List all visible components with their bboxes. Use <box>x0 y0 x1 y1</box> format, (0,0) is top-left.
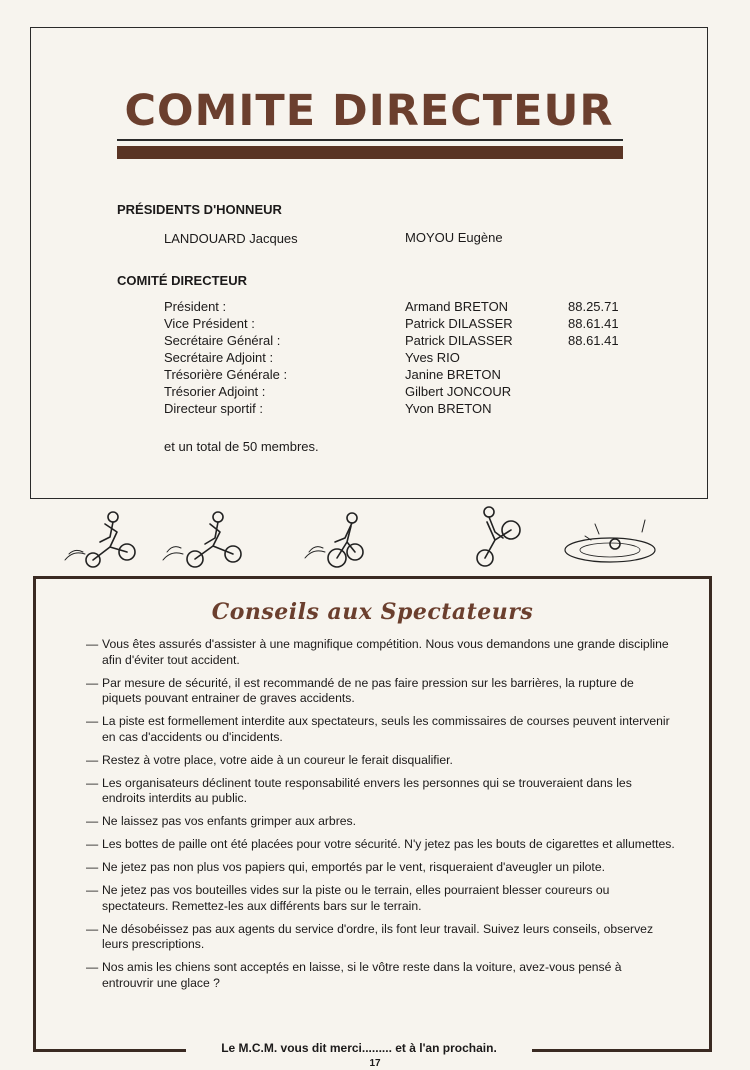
board-heading: COMITÉ DIRECTEUR <box>117 273 247 288</box>
member-role: Trésorière Générale : <box>164 367 288 382</box>
advice-item: — Vous êtes assurés d'assister à une magnifique compétition. Nous vous demandons une grande discipline afin d'éviter tout accident. <box>86 637 669 667</box>
title-rule-thin <box>117 139 623 141</box>
advice-item: — Par mesure de sécurité, il est recommandé de ne pas faire pression sur les barrières, la rupture de piquets pouvant entrainer de graves accidents. <box>86 675 634 705</box>
member-phone: 88.61.41 <box>568 333 619 348</box>
dash-bullet: — <box>86 883 99 897</box>
committee-box <box>30 27 708 499</box>
dash-bullet: — <box>86 775 99 790</box>
dash-bullet: — <box>86 860 99 874</box>
honorary-president-1: LANDOUARD Jacques <box>164 231 298 246</box>
rider-icon <box>163 512 241 567</box>
advice-item: — Les organisateurs déclinent toute responsabilité envers les personnes qui se trouveraient dans les endroits interdits au public. <box>86 775 632 805</box>
advice-list <box>86 637 676 999</box>
dash-bullet: — <box>86 814 99 828</box>
member-role: Président : <box>164 299 227 314</box>
advice-item: — Ne jetez pas vos bouteilles vides sur la piste ou le terrain, elles pourraient blesser coureurs ou spectateurs. Remettez-les aux différents bars sur le terrain. <box>86 883 610 913</box>
honorary-heading: PRÉSIDENTS D'HONNEUR <box>117 202 282 217</box>
advice-item: — Ne laissez pas vos enfants grimper aux arbres. <box>86 814 357 828</box>
member-role: Secrétaire Adjoint : <box>164 350 274 365</box>
dash-bullet: — <box>86 960 99 974</box>
dash-bullet: — <box>86 637 99 651</box>
member-phone: 88.25.71 <box>568 299 619 314</box>
dash-bullet: — <box>86 837 99 851</box>
member-phone: 88.61.41 <box>568 316 619 331</box>
dash-bullet: — <box>86 675 99 690</box>
member-role: Secrétaire Général : <box>164 333 281 348</box>
closing-message: Le M.C.M. vous dit merci......... et à l'an prochain. <box>186 1041 532 1055</box>
page-number: 17 <box>369 1058 381 1069</box>
member-name: Yves RIO <box>405 350 460 365</box>
dash-bullet: — <box>86 921 99 936</box>
total-members-note: et un total de 50 membres. <box>164 439 319 454</box>
member-role: Directeur sportif : <box>164 401 263 416</box>
member-names <box>405 298 513 417</box>
member-roles <box>164 298 287 417</box>
member-name: Gilbert JONCOUR <box>405 384 512 399</box>
member-name: Patrick DILASSER <box>405 316 513 331</box>
motocross-riders-illustration <box>55 502 695 574</box>
member-role: Trésorier Adjoint : <box>164 384 266 399</box>
advice-item: — Ne désobéissez pas aux agents du service d'ordre, ils font leur travail. Suivez leurs conseils, observez leurs prescriptions. <box>86 921 654 951</box>
advice-item: — Ne jetez pas non plus vos papiers qui, emportés par le vent, risqueraient d'aveugler un pilote. <box>86 860 605 874</box>
page-title: COMITE DIRECTEUR <box>124 86 614 136</box>
honorary-president-2: MOYOU Eugène <box>405 230 503 245</box>
member-name: Yvon BRETON <box>405 401 492 416</box>
member-role: Vice Président : <box>164 316 255 331</box>
advice-item: — Restez à votre place, votre aide à un coureur le ferait disqualifier. <box>86 752 453 767</box>
dash-bullet: — <box>86 714 99 728</box>
advice-item: — Nos amis les chiens sont acceptés en laisse, si le vôtre reste dans la voiture, avez-vous pensé à entrouvrir une glace ? <box>86 960 622 990</box>
spectator-advice-box <box>33 576 712 1052</box>
member-name: Patrick DILASSER <box>405 333 513 348</box>
advice-title: Conseils aux Spectateurs <box>211 599 534 625</box>
puddle-swimmer-icon <box>565 520 655 562</box>
rider-icon <box>477 507 520 566</box>
member-name: Armand BRETON <box>405 299 509 314</box>
title-rule-thick <box>117 146 623 159</box>
member-name: Janine BRETON <box>405 367 501 382</box>
advice-item: — La piste est formellement interdite aux spectateurs, seuls les commissaires de courses peuvent intervenir en cas d'accidents ou d'incidents. <box>86 714 670 744</box>
dash-bullet: — <box>86 752 99 767</box>
member-phones <box>568 298 619 349</box>
rider-icon <box>65 512 135 567</box>
rider-icon <box>305 513 363 567</box>
advice-item: — Les bottes de paille ont été placées pour votre sécurité. N'y jetez pas les bouts de cigarettes et allumettes. <box>86 837 675 851</box>
